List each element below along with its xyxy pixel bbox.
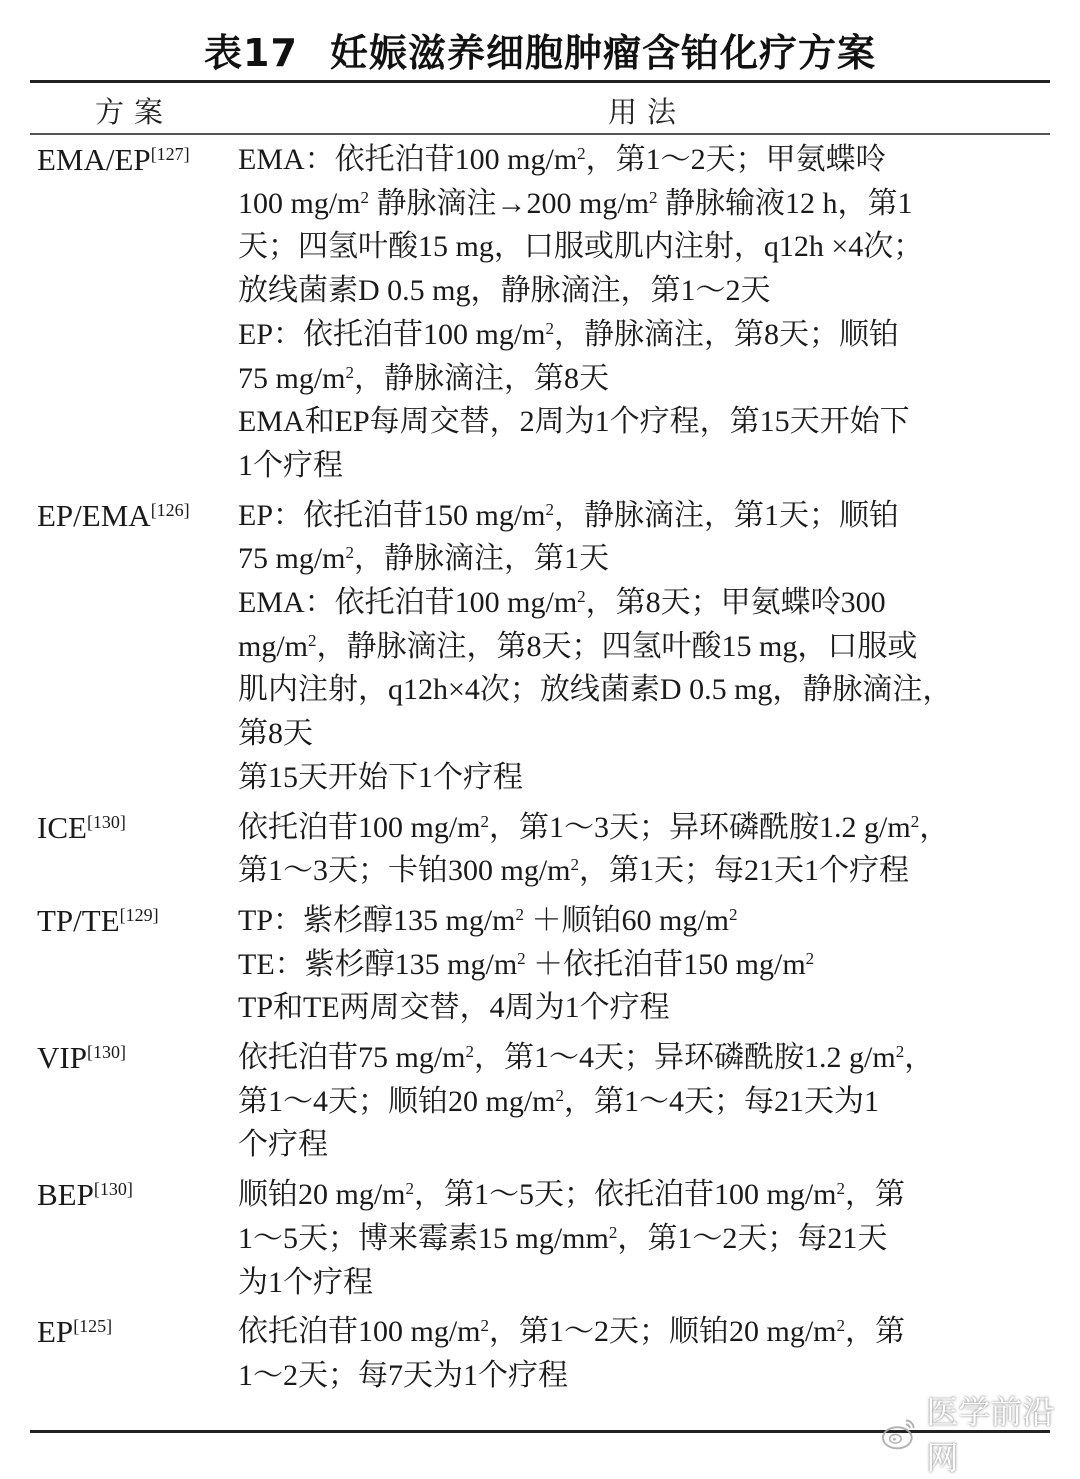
superscript: 2 (308, 630, 317, 650)
text-segment: TE：紫杉醇135 mg/m (238, 947, 518, 981)
regimen-name (0, 1173, 238, 1304)
usage-line (238, 1036, 1048, 1080)
superscript: 2 (345, 362, 355, 382)
usage-line (238, 313, 1048, 357)
usage-line (238, 1217, 1048, 1261)
citation-ref: [130] (86, 811, 126, 832)
text-segment: ， (919, 810, 950, 844)
usage-line (238, 806, 1048, 850)
table-row (0, 494, 1080, 800)
usage-line (238, 357, 1048, 401)
table-row (0, 899, 1080, 1030)
table-row (0, 1310, 1080, 1397)
usage-line (238, 581, 1048, 625)
header-usage: 用法 (608, 97, 687, 129)
usage-line (238, 756, 1048, 800)
text-segment: EP：依托泊苷100 mg/m (238, 317, 546, 351)
table-row (0, 1173, 1080, 1304)
regimen-label: VIP (37, 1040, 87, 1076)
superscript: 2 (517, 948, 526, 968)
regimen-name (0, 1036, 238, 1167)
superscript: 2 (577, 587, 586, 607)
usage-line (238, 943, 1048, 987)
text-segment: ，静脉滴注，第1天；顺铂 (554, 498, 900, 532)
regimen-name (0, 494, 238, 800)
text-segment: 天；四氢叶酸15 mg，口服或肌内注射，q12h ×4次； (238, 230, 924, 264)
text-segment: ，第1～2天；顺铂20 mg/m (489, 1315, 837, 1349)
regimen-label: EMA/EP (37, 142, 151, 177)
superscript: 2 (895, 1042, 905, 1062)
usage-text (238, 1173, 1048, 1304)
regimen-name (0, 806, 238, 893)
superscript: 2 (836, 1316, 846, 1336)
text-segment: 个疗程 (238, 1128, 328, 1162)
superscript: 2 (729, 904, 738, 924)
regimen-name (0, 1310, 238, 1397)
superscript: 2 (465, 1042, 475, 1062)
text-segment: 顺铂20 mg/m (238, 1178, 406, 1212)
header-regimen: 方案 (95, 97, 174, 129)
usage-line (238, 849, 1048, 893)
text-segment: 依托泊苷100 mg/m (238, 1315, 481, 1349)
usage-line (238, 537, 1048, 581)
superscript: 2 (805, 948, 815, 968)
usage-line (238, 494, 1048, 538)
text-segment: 放线菌素D 0.5 mg，静脉滴注，第1～2天 (238, 274, 771, 308)
usage-text (238, 1310, 1048, 1397)
text-segment: 肌内注射，q12h×4次；放线菌素D 0.5 mg，静脉滴注， (238, 673, 953, 707)
watermark-text: 医学前沿网 (926, 1393, 1055, 1477)
superscript: 2 (608, 1222, 618, 1242)
superscript: 2 (910, 811, 920, 831)
usage-line (238, 625, 1048, 669)
text-segment: EMA：依托泊苷100 mg/m (238, 586, 578, 620)
usage-text (238, 494, 1048, 800)
superscript: 2 (545, 318, 555, 338)
regimen-label: EP/EMA (37, 497, 151, 533)
citation-ref: [130] (93, 1179, 133, 1200)
usage-line (238, 444, 1048, 488)
top-rule (30, 80, 1050, 83)
table-title (0, 22, 1080, 77)
usage-line (238, 400, 1048, 444)
text-segment: TP：紫杉醇135 mg/m (238, 903, 516, 937)
text-segment: ，第8天；甲氨蝶呤300 (585, 586, 886, 620)
text-segment: ，第1～2天；甲氨蝶呤 (585, 143, 886, 176)
regimen-label: EP (37, 1314, 74, 1350)
usage-text (238, 1036, 1048, 1167)
text-segment: ＋依托泊苷150 mg/m (525, 947, 806, 981)
superscript: 2 (515, 904, 525, 924)
text-segment: EP：依托泊苷150 mg/m (238, 498, 546, 532)
usage-line (238, 269, 1048, 313)
text-segment: 100 mg/m (238, 186, 361, 220)
text-segment: ，静脉滴注，第1天 (354, 542, 610, 576)
text-segment: ，静脉滴注，第8天 (354, 361, 610, 395)
text-segment: 75 mg/m (238, 542, 346, 576)
table-row (0, 806, 1080, 893)
table-row (0, 138, 1080, 488)
text-segment: 1～5天；博来霉素15 mg/mm (238, 1221, 609, 1255)
usage-text (238, 899, 1048, 1030)
text-segment: EMA：依托泊苷100 mg/m (238, 143, 578, 176)
citation-ref: [130] (86, 1042, 126, 1063)
usage-line (238, 1173, 1048, 1217)
header-rule (30, 133, 1050, 135)
table-row (0, 1036, 1080, 1167)
usage-line (238, 225, 1048, 269)
text-segment: TP和TE两周交替，4周为1个疗程 (238, 991, 670, 1025)
text-segment: ＋顺铂60 mg/m (524, 903, 730, 937)
table-caption: 妊娠滋养细胞肿瘤含铂化疗方案 (329, 31, 876, 75)
usage-line (238, 138, 1048, 182)
usage-line (238, 712, 1048, 756)
regimen-label: BEP (37, 1177, 94, 1213)
usage-line (238, 668, 1048, 712)
weibo-icon (880, 1412, 920, 1454)
citation-ref: [127] (150, 144, 190, 164)
usage-line (238, 182, 1048, 226)
text-segment: ，第1～4天；每21天为1 (564, 1084, 880, 1118)
text-segment: ，第1天；每21天1个疗程 (579, 854, 910, 888)
text-segment: ， (904, 1041, 935, 1075)
text-segment: 为1个疗程 (238, 1265, 373, 1299)
text-segment: ，静脉滴注，第8天；顺铂 (554, 317, 900, 351)
regimen-name (0, 138, 238, 488)
regimen-label: TP/TE (37, 902, 120, 938)
superscript: 2 (360, 187, 370, 207)
citation-ref: [126] (150, 499, 190, 520)
text-segment: 静脉滴注→200 mg/m (369, 186, 650, 220)
text-segment: 依托泊苷100 mg/m (238, 810, 481, 844)
text-segment: ，第1～2天；每21天 (617, 1221, 888, 1255)
text-segment: EMA和EP每周交替，2周为1个疗程，第15天开始下 (238, 405, 910, 439)
citation-ref: [129] (119, 904, 159, 925)
table-number: 表17 (204, 31, 298, 75)
usage-line (238, 986, 1048, 1030)
superscript: 2 (480, 811, 490, 831)
usage-text (238, 138, 1048, 488)
usage-line (238, 1310, 1048, 1354)
text-segment: ，第1～4天；异环磷酰胺1.2 g/m (474, 1041, 896, 1075)
text-segment: ，第 (845, 1315, 906, 1349)
table-body (0, 138, 1080, 1404)
text-segment: 依托泊苷75 mg/m (238, 1041, 466, 1075)
usage-line (238, 1080, 1048, 1124)
superscript: 2 (555, 1085, 565, 1105)
text-segment: 第8天 (238, 717, 313, 751)
superscript: 2 (577, 144, 586, 163)
text-segment: 第1～3天；卡铂300 mg/m (238, 854, 571, 888)
usage-text (238, 806, 1048, 893)
superscript: 2 (836, 1179, 846, 1199)
text-segment: mg/m (238, 629, 309, 663)
text-segment: 75 mg/m (238, 361, 346, 395)
text-segment: 静脉输液12 h，第1 (657, 186, 913, 220)
citation-ref: [125] (73, 1316, 113, 1337)
text-segment: 第1～4天；顺铂20 mg/m (238, 1084, 556, 1118)
text-segment: 1～2天；每7天为1个疗程 (238, 1358, 568, 1392)
text-segment: 1个疗程 (238, 448, 343, 482)
regimen-label: ICE (37, 809, 87, 845)
superscript: 2 (545, 499, 555, 519)
usage-line (238, 1123, 1048, 1167)
superscript: 2 (649, 187, 658, 207)
regimen-name (0, 899, 238, 1030)
superscript: 2 (345, 543, 355, 563)
text-segment: ，第 (845, 1178, 906, 1212)
text-segment: ，静脉滴注，第8天；四氢叶酸15 mg，口服或 (316, 629, 918, 663)
superscript: 2 (570, 855, 580, 875)
table-header (0, 88, 1080, 132)
text-segment: ，第1～3天；异环磷酰胺1.2 g/m (489, 810, 911, 844)
usage-line (238, 899, 1048, 943)
usage-line (238, 1261, 1048, 1305)
text-segment: 第15天开始下1个疗程 (238, 760, 523, 794)
watermark (880, 1393, 1080, 1477)
superscript: 2 (480, 1316, 490, 1336)
superscript: 2 (405, 1179, 415, 1199)
text-segment: ，第1～5天；依托泊苷100 mg/m (414, 1178, 837, 1212)
